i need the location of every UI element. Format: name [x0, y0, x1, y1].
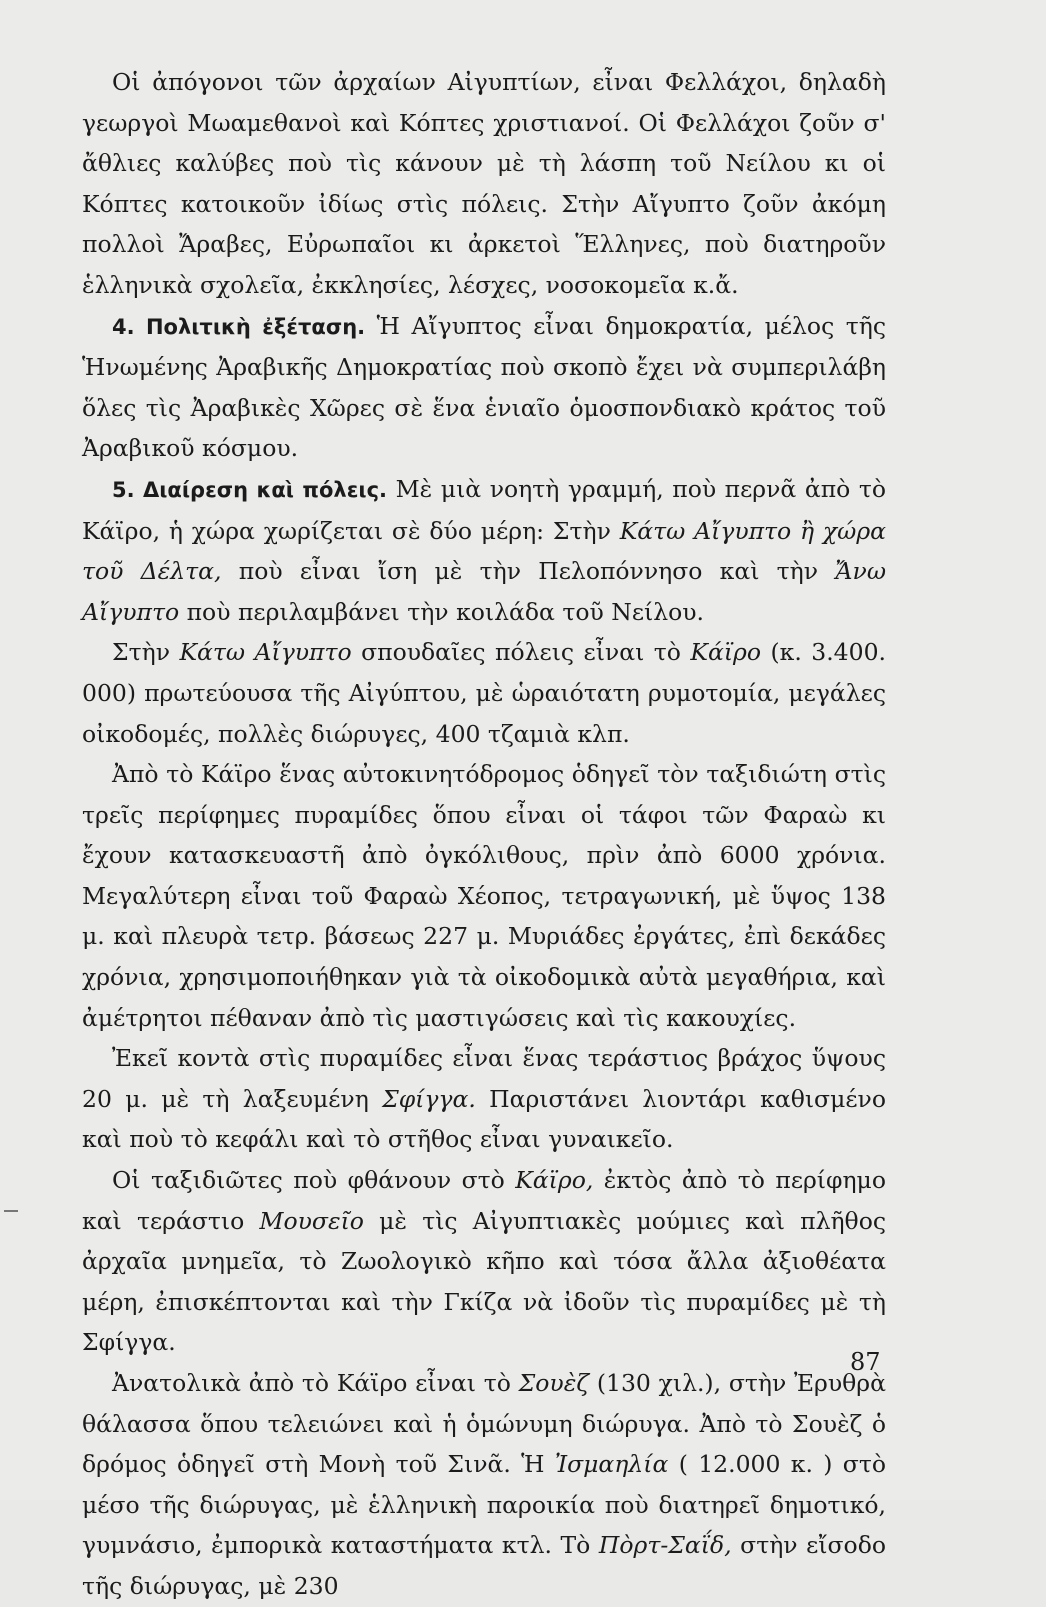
paragraph-pyramids: Ἀπὸ τὸ Κάϊρο ἕνας αὐτοκινητόδρομος ὁδηγεῖ τὸν ταξιδιώτη στὶς τρεῖς περίφημες πυραμίδες ὅπου εἶναι οἱ τάφοι τῶν Φαραὼ κι ἔχουν κατασκευαστῆ ἀπὸ ὀγκόλιθους, πρὶν ἀπὸ 6000 χρόνια. Μεγαλύτερη εἶναι τοῦ Φαραὼ Χέοπος, τετραγωνική, μὲ ὕψος 138 μ. καὶ πλευρὰ τετρ. βάσεως 227 μ. Μυριάδες ἐργάτες, ἐπὶ δεκάδες χρόνια, χρησιμοποιήθηκαν γιὰ τὰ οἰκοδομικὰ αὐτὰ μεγαθήρια, καὶ ἀμέτρητοι πέθαναν ἀπὸ τὶς μαστιγώσεις καὶ τὶς κακουχίες.: [82, 760, 886, 1032]
section-heading-political: 4. Πολιτικὴ ἐξέταση.: [112, 314, 366, 339]
paragraph-division: 5. Διαίρεση καὶ πόλεις. Μὲ μιὰ νοητὴ γραμμή, ποὺ περνᾶ ἀπὸ τὸ Κάϊρο, ἡ χώρα χωρίζεται σὲ δύο μέρη: Στὴν Κάτω Αἴγυπτο ἢ χώρα τοῦ Δέλτα, ποὺ εἶναι ἴση μὲ τὴν Πελοπόννησο καὶ τὴν Ἄνω Αἴγυπτο ποὺ περιλαμβάνει τὴν κοιλάδα τοῦ Νείλου.: [82, 474, 887, 626]
page-number: 87: [850, 1348, 881, 1376]
section-heading-division: 5. Διαίρεση καὶ πόλεις.: [112, 477, 388, 502]
paragraph-political: 4. Πολιτικὴ ἐξέταση. Ἡ Αἴγυπτος εἶναι δημοκρατία, μέλος τῆς Ἡνωμένης Ἀραβικῆς Δημοκρατίας ποὺ σκοπὸ ἔχει νὰ συμπεριλάβη ὅλες τὶς Ἀραβικὲς Χῶρες σὲ ἕνα ἑνιαῖο ὁμοσπονδιακὸ κράτος τοῦ Ἀραβικοῦ κόσμου.: [82, 311, 886, 463]
margin-mark: [4, 1210, 18, 1212]
paragraph-travellers: Οἱ ταξιδιῶτες ποὺ φθάνουν στὸ Κάϊρο, ἐκτὸς ἀπὸ τὸ περίφημο καὶ τεράστιο Μουσεῖο μὲ τὶς Αἰγυπτιακὲς μούμιες καὶ πλῆθος ἀρχαῖα μνημεῖα, τὸ Ζωολογικὸ κῆπο καὶ τόσα ἄλλα ἀξιοθέατα μέρη, ἐπισκέπτονται καὶ τὴν Γκίζα νὰ ἰδοῦν τὶς πυραμίδες μὲ τὴ Σφίγγα.: [82, 1166, 886, 1357]
paragraph-cairo: Στὴν Κάτω Αἴγυπτο σπουδαῖες πόλεις εἶναι τὸ Κάϊρο (κ. 3.400. 000) πρωτεύουσα τῆς Αἰγύπτου, μὲ ὡραιότατη ρυμοτομία, μεγάλες οἰκοδομές, πολλὲς διώρυγες, 400 τζαμιὰ κλπ.: [82, 638, 887, 748]
paragraph-inhabitants: Οἱ ἀπόγονοι τῶν ἀρχαίων Αἰγυπτίων, εἶναι Φελλάχοι, δηλαδὴ γεωργοὶ Μωαμεθανοὶ καὶ Κόπτες χριστιανοί. Οἱ Φελλάχοι ζοῦν σ' ἄθλιες καλύβες ποὺ τὶς κάνουν μὲ τὴ λάσπη τοῦ Νείλου κι οἱ Κόπτες κατοικοῦν ἰδίως στὶς πόλεις. Στὴν Αἴγυπτο ζοῦν ἀκόμη πολλοὶ Ἄραβες, Εὐρωπαῖοι κι ἀρκετοὶ Ἕλληνες, ποὺ διατηροῦν ἑλληνικὰ σχολεῖα, ἐκκλησίες, λέσχες, νοσοκομεῖα κ.ἄ.: [82, 68, 886, 299]
paragraph-suez: Ἀνατολικὰ ἀπὸ τὸ Κάϊρο εἶναι τὸ Σουὲζ (130 χιλ.), στὴν Ἐρυθρὰ θάλασσα ὅπου τελειώνει καὶ ἡ ὁμώνυμη διώρυγα. Ἀπὸ τὸ Σουὲζ ὁ δρόμος ὁδηγεῖ στὴ Μονὴ τοῦ Σινᾶ. Ἡ Ἰσμαηλία ( 12.000 κ. ) στὸ μέσο τῆς διώρυγας, μὲ ἑλληνικὴ παροικία ποὺ διατηρεῖ δημοτικό, γυμνάσιο, ἐμπορικὰ καταστήματα κτλ. Τὸ Πὸρτ-Σαΐδ, στὴν εἴσοδο τῆς διώρυγας, μὲ 230: [82, 1369, 886, 1600]
body-text: [82, 62, 886, 1607]
paragraph-sphinx: Ἐκεῖ κοντὰ στὶς πυραμίδες εἶναι ἕνας τεράστιος βράχος ὕψους 20 μ. μὲ τὴ λαξευμένη Σφίγγα. Παριστάνει λιοντάρι καθισμένο καὶ ποὺ τὸ κεφάλι καὶ τὸ στῆθος εἶναι γυναικεῖο.: [82, 1044, 886, 1154]
